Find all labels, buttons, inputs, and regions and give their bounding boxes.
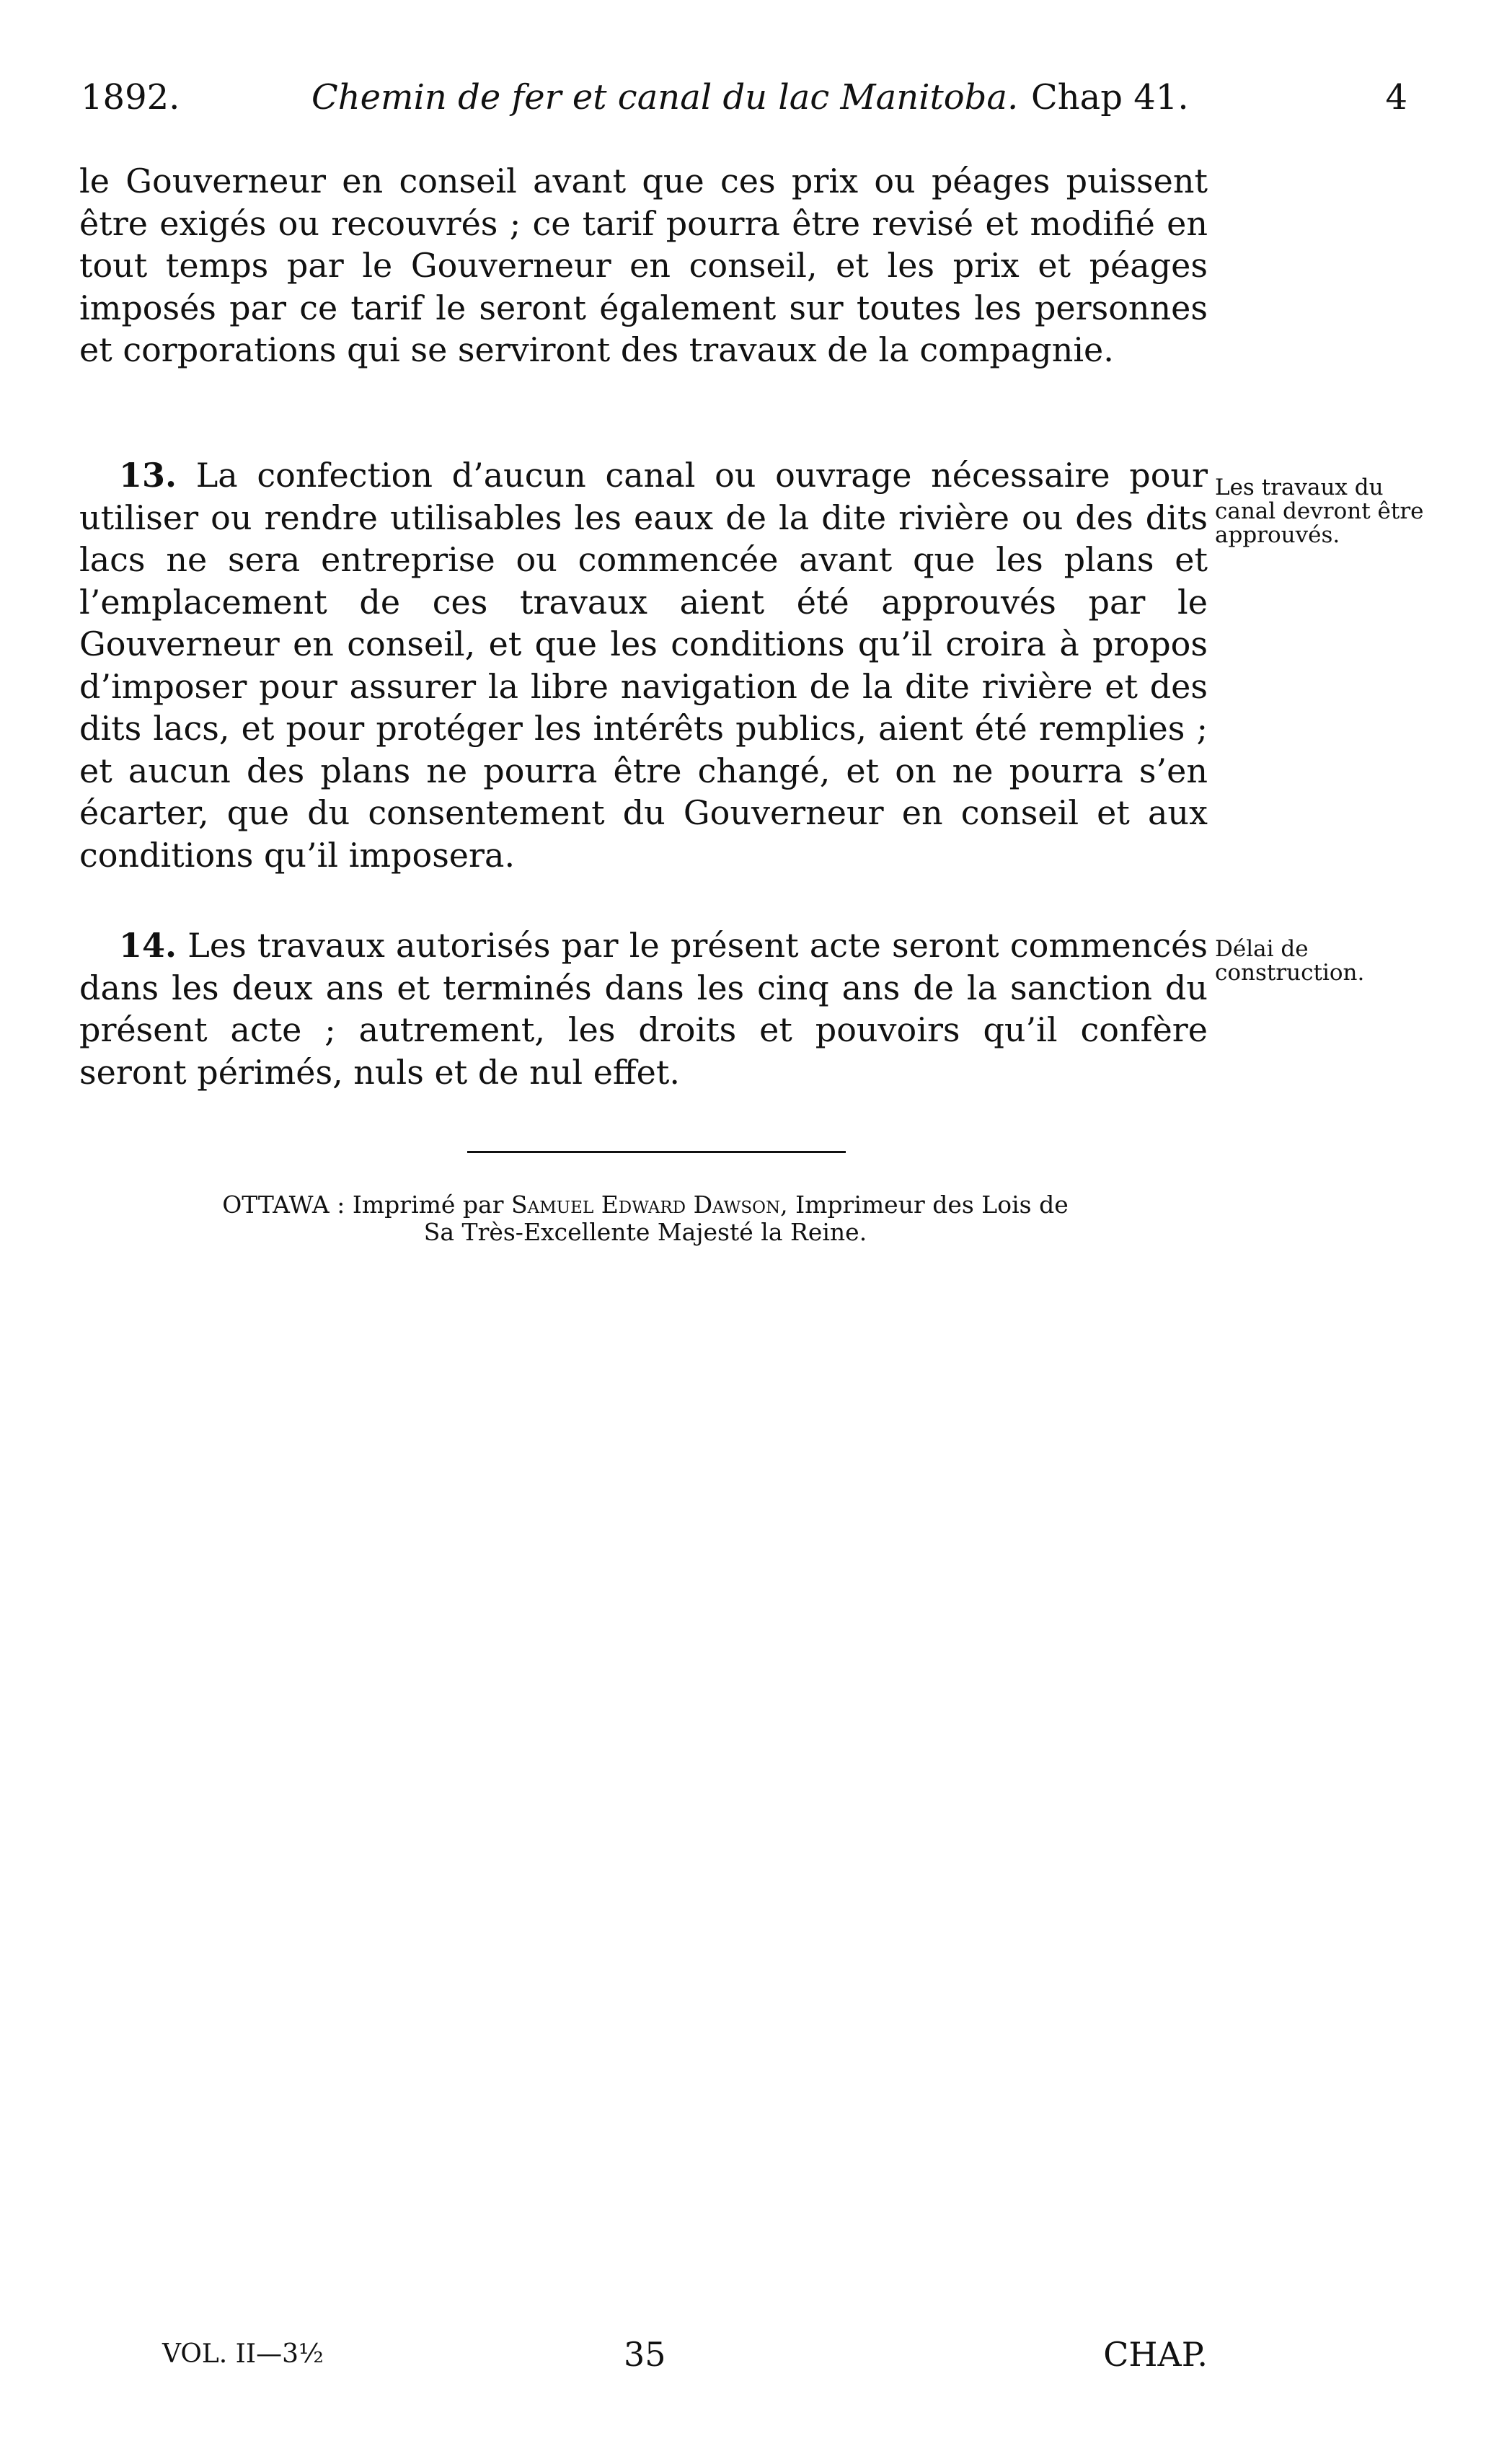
header-title: Chemin de fer et canal du lac Manitoba. bbox=[311, 77, 1019, 118]
section-14-paragraph bbox=[79, 924, 1208, 1093]
footer-catchword: CHAP. bbox=[1103, 2335, 1208, 2374]
imprint-line1-rest: Imprimeur des Lois de bbox=[795, 1191, 1069, 1219]
footer-volume-signature: VOL. II—3½ bbox=[162, 2339, 324, 2369]
continuation-paragraph: le Gouverneur en conseil avant que ces prix ou péages puissent être exigés ou recouvrés ; ce tarif pourra être revisé et modifié en tout temps par le Gouverneur en conseil, et les prix et péages imposés par ce tarif le seront également sur toutes les personnes et corporations qui se serviront des travaux de la compagnie. bbox=[79, 162, 1208, 369]
section-14-margin-note: Délai de construction. bbox=[1215, 936, 1365, 986]
section-13-margin-note: Les travaux du canal devront être approuvés. bbox=[1215, 474, 1424, 548]
page-footer bbox=[162, 2329, 1208, 2380]
imprint-city: OTTAWA : bbox=[222, 1191, 345, 1219]
horizontal-rule bbox=[467, 1151, 846, 1153]
section-13-number: 13. bbox=[119, 456, 177, 495]
imprint-printed-by: Imprimé par bbox=[352, 1191, 504, 1219]
section-14-text: Les travaux autorisés par le présent acte seront commencés dans les deux ans et terminés dans les cinq ans de la sanction du présent acte ; autrement, les droits et pouvoirs qu’il confère seront périmés, nuls et de nul effet. bbox=[79, 926, 1208, 1092]
imprint-line-2: Sa Très-Excellente Majesté la Reine. bbox=[423, 1218, 867, 1246]
imprint-line-1 bbox=[108, 1191, 1182, 1219]
running-header bbox=[81, 72, 1407, 123]
header-chapter: Chap 41. bbox=[1031, 77, 1189, 118]
header-page-number: 4 bbox=[1385, 77, 1407, 118]
imprint-printer-name: Samuel Edward Dawson, bbox=[511, 1191, 788, 1219]
section-13-paragraph bbox=[79, 454, 1208, 876]
footer-page-number: 35 bbox=[624, 2335, 666, 2374]
section-14-number: 14. bbox=[119, 926, 177, 965]
header-year: 1892. bbox=[81, 77, 180, 118]
printer-imprint bbox=[108, 1191, 1182, 1246]
section-13-text: La confection d’aucun canal ou ouvrage nécessaire pour utiliser ou rendre utilisables les eaux de la dite rivière ou des dits lacs ne sera entreprise ou commencée avant que les plans et l’emplacement de ces travaux aient été approuvés par le Gouverneur en conseil, et que les conditions qu’il croira à propos d’imposer pour assurer la libre navigation de la dite rivière et des dits lacs, et pour protéger les intérêts publics, aient été remplies ; et aucun des plans ne pourra être changé, et on ne pourra s’en écarter, que du consentement du Gouverneur en conseil et aux conditions qu’il imposera. bbox=[79, 456, 1208, 875]
